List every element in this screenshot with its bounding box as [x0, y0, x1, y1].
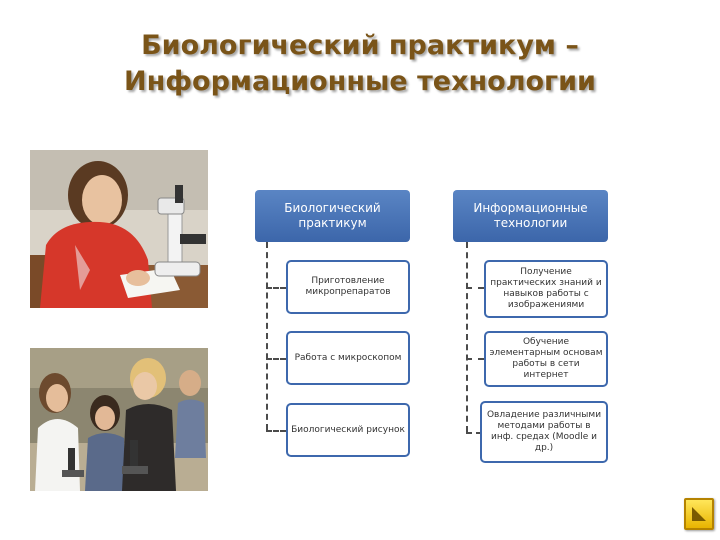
photo-teacher-students [30, 348, 208, 491]
connector-left-2 [266, 358, 286, 360]
diagram-item-microscope-work: Работа с микроскопом [286, 331, 410, 385]
diagram-item-image-skills: Получение практических знаний и навыков работы с изображениями [484, 260, 608, 318]
connector-left-1 [266, 287, 286, 289]
triangle-arrow-icon [689, 504, 709, 524]
diagram-header-biology: Биологический практикум [255, 190, 410, 242]
connector-left-trunk [266, 242, 268, 430]
diagram-item-info-environments: Овладение различными методами работы в инф. средах (Moodle и др.) [480, 401, 608, 463]
connector-right-trunk [466, 242, 468, 432]
connector-right-1 [466, 287, 484, 289]
slide-title [0, 28, 720, 100]
next-slide-button[interactable] [684, 498, 714, 530]
connector-left-3 [266, 430, 286, 432]
diagram-item-internet-basics: Обучение элементарным основам работы в сети интернет [484, 331, 608, 387]
diagram-item-biological-drawing: Биологический рисунок [286, 403, 410, 457]
diagram-header-it: Информационные технологии [453, 190, 608, 242]
slide-title-line-1: Биологический практикум – [141, 30, 579, 61]
diagram-item-micropreparations: Приготовление микропрепаратов [286, 260, 410, 314]
photo-student-microscope [30, 150, 208, 308]
connector-right-2 [466, 358, 484, 360]
slide-title-line-2: Информационные технологии [124, 66, 596, 97]
